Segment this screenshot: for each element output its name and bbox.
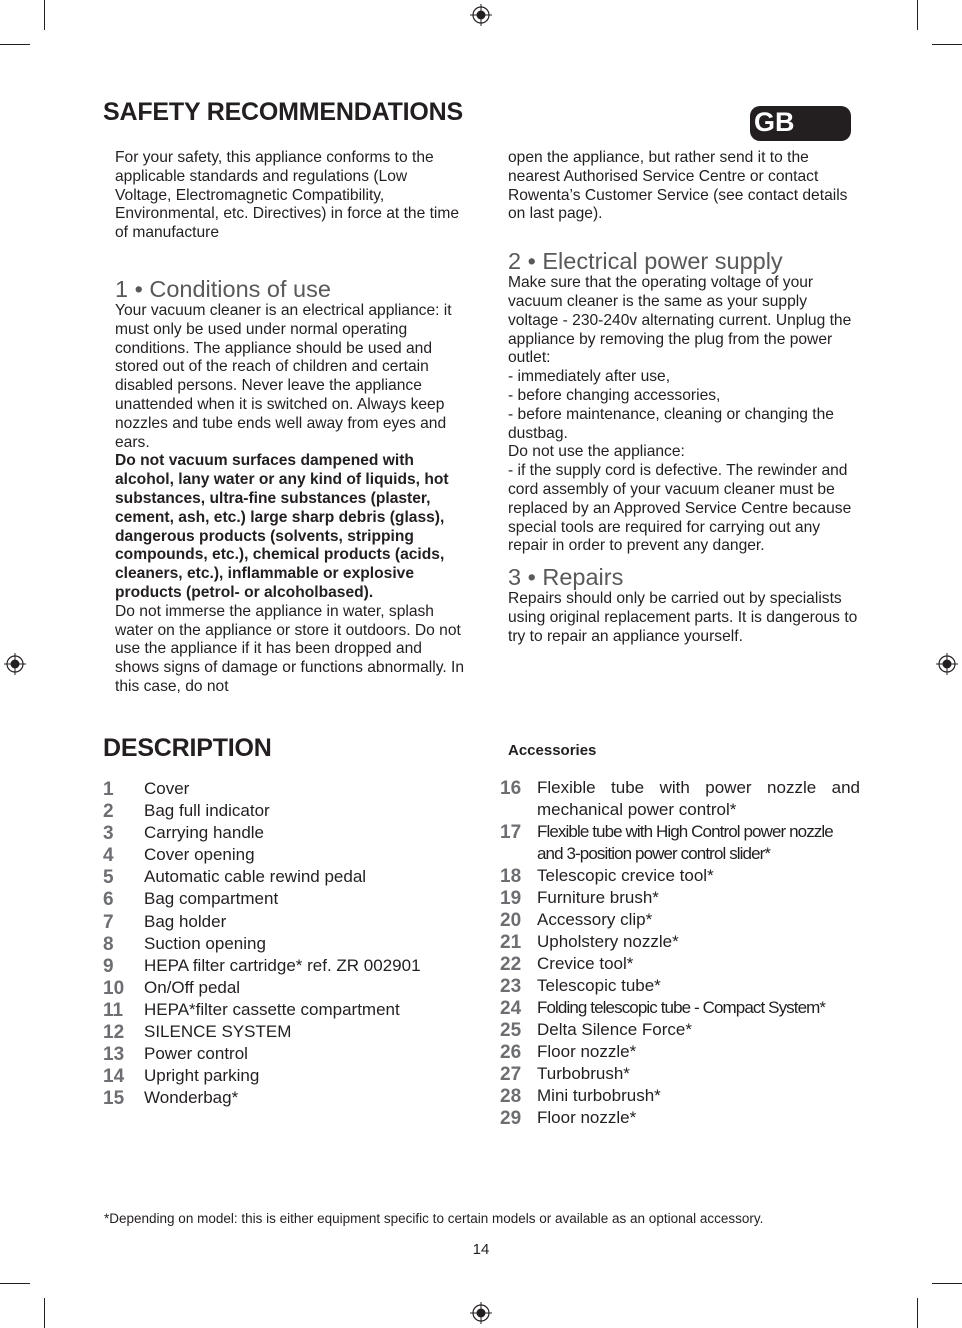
item-number: 24 (500, 998, 522, 1019)
item-number: 11 (103, 999, 124, 1021)
registration-mark-icon (4, 653, 26, 675)
item-label: Flexible tube with power nozzle and mechanical power control* (537, 778, 860, 819)
list-item (500, 777, 860, 821)
list-item (103, 866, 463, 888)
list-item (103, 1043, 463, 1065)
item-number: 2 (103, 801, 114, 823)
list-item (500, 887, 860, 909)
description-title: DESCRIPTION (103, 734, 272, 762)
power-heading: 2 • Electrical power supply (508, 248, 783, 275)
item-number: 1 (103, 779, 114, 800)
item-label: Mini turbobrush* (537, 1086, 661, 1105)
item-label: Automatic cable rewind pedal (144, 867, 367, 887)
item-label: Upholstery nozzle* (537, 932, 679, 951)
item-number: 29 (500, 1108, 522, 1129)
footnote: *Depending on model: this is either equipment specific to certain models or available as an optional accessory. (104, 1211, 764, 1226)
item-label: Flexible tube with High Control power nozzle and 3-position power control slider* (537, 822, 833, 863)
crop-mark (0, 1283, 30, 1284)
item-label: Turbobrush* (537, 1064, 630, 1083)
item-label: Floor nozzle* (537, 1108, 637, 1127)
item-label: Bag full indicator (144, 801, 270, 821)
list-item (500, 1041, 860, 1063)
item-number: 14 (103, 1066, 125, 1088)
list-item (103, 955, 463, 977)
list-item (500, 931, 860, 953)
item-label: Cover (144, 779, 190, 798)
list-item (103, 999, 463, 1021)
item-number: 23 (500, 976, 522, 997)
list-item (103, 822, 463, 844)
list-item (500, 1085, 860, 1107)
registration-mark-icon (936, 653, 958, 675)
language-badge-label: GB (754, 107, 795, 137)
item-label: Suction opening (144, 933, 266, 953)
item-label: Bag compartment (144, 889, 279, 909)
crop-mark (44, 1298, 45, 1328)
conditions-heading: 1 • Conditions of use (115, 275, 331, 302)
list-item (103, 1087, 463, 1109)
item-label: On/Off pedal (144, 977, 241, 997)
item-number: 19 (500, 888, 522, 909)
item-number: 5 (103, 867, 114, 889)
item-number: 20 (500, 910, 522, 931)
crop-mark (0, 44, 30, 45)
item-number: 10 (103, 977, 125, 999)
item-label: Furniture brush* (537, 888, 659, 907)
repairs-text: Repairs should only be carried out by specialists using original replacement parts. It is dangerous to try to repair an appliance yourself. (508, 590, 858, 645)
list-item (500, 865, 860, 887)
item-label: Wonderbag* (144, 1088, 239, 1108)
item-number: 27 (500, 1064, 522, 1085)
list-item (500, 997, 860, 1019)
item-label: Telescopic crevice tool* (537, 866, 714, 885)
crop-mark (917, 1298, 918, 1328)
list-item (103, 888, 463, 910)
registration-mark-icon (470, 4, 492, 26)
list-item (500, 1107, 860, 1129)
item-label: Crevice tool* (537, 954, 634, 973)
list-item (103, 1021, 463, 1043)
item-label: Delta Silence Force* (537, 1020, 692, 1039)
accessories-list (500, 777, 860, 1129)
safety-left-column (115, 149, 465, 697)
item-label: Carrying handle (144, 823, 265, 843)
item-number: 4 (103, 845, 114, 867)
item-number: 26 (500, 1042, 522, 1063)
item-number: 6 (103, 889, 114, 911)
item-number: 16 (500, 778, 522, 799)
list-item (103, 911, 463, 933)
item-number: 25 (500, 1020, 522, 1041)
power-text: Make sure that the operating voltage of your vacuum cleaner is the same as your supply voltage - 230-240v alternating current. Unplug the appliance by removing the plug from the power outlet: - immediately after use, - before changing accessories, - before maintenance, cleaning or changing the dustbag. Do not use the appliance: - if the supply cord is defective. The rewinder and cord assembly of your vacuum cleaner must be replaced by an Approved Service Centre because special tools are required for carrying out any repair in order to prevent any danger. (508, 274, 852, 555)
repairs-heading: 3 • Repairs (508, 564, 624, 591)
item-number: 9 (103, 955, 114, 977)
item-label: SILENCE SYSTEM (144, 1022, 292, 1042)
list-item (500, 821, 860, 865)
conditions-text: Your vacuum cleaner is an electrical appliance: it must only be used under normal operating conditions. The appliance should be used and stored out of the reach of children and certain disabled persons. Never leave the appliance unattended when it is switched on. Always keep nozzles and tube ends well away from eyes and ears. (115, 301, 452, 451)
item-label: Upright parking (144, 1066, 260, 1086)
crop-mark (917, 0, 918, 30)
item-label: Telescopic tube* (537, 976, 661, 995)
list-item (103, 1065, 463, 1087)
item-number: 15 (103, 1088, 125, 1110)
list-item (103, 933, 463, 955)
language-badge (750, 106, 851, 141)
item-number: 21 (500, 932, 522, 953)
accessories-title: Accessories (508, 742, 597, 759)
item-number: 22 (500, 954, 522, 975)
list-item (103, 800, 463, 822)
safety-intro: For your safety, this appliance conforms to the applicable standards and regulations (Low Voltage, Electromagnetic Compatibility, Environmental, etc. Directives) in force at the time of manufacture (115, 149, 460, 242)
item-number: 18 (500, 866, 522, 887)
conditions-text-continued: Do not immerse the appliance in water, splash water on the appliance or store it outdoors. Do not use the appliance if it has been dropped and shows signs of damage or functions abnormally. In this case, do not (115, 602, 465, 695)
crop-mark (932, 1283, 962, 1284)
safety-right-column (508, 149, 860, 647)
list-item (500, 909, 860, 931)
list-item (103, 778, 463, 800)
page-title: SAFETY RECOMMENDATIONS (103, 98, 463, 126)
crop-mark (44, 0, 45, 30)
list-item (500, 1019, 860, 1041)
item-number: 13 (103, 1044, 125, 1066)
item-label: Cover opening (144, 845, 255, 865)
conditions-continued: open the appliance, but rather send it to the nearest Authorised Service Centre or contact Rowenta’s Customer Service (see contact details on last page). (508, 149, 848, 223)
registration-mark-icon (470, 1302, 492, 1324)
conditions-warning: Do not vacuum surfaces dampened with alcohol, lany water or any kind of liquids, hot substances, ultra-fine substances (plaster, cement, ash, etc.) large sharp debris (glass), dangerous products (solvents, stripping compounds, etc.), chemical products (acids, cleaners, etc.), inflammable or explosive products (petrol- or alcoholbased). (115, 452, 449, 601)
item-label: Accessory clip* (537, 910, 653, 929)
item-label: HEPA*filter cassette compartment (144, 999, 400, 1019)
item-number: 12 (103, 1022, 125, 1044)
item-label: Bag holder (144, 911, 227, 931)
list-item (103, 844, 463, 866)
item-label: Folding telescopic tube - Compact System* (537, 998, 826, 1017)
item-number: 8 (103, 933, 114, 955)
item-number: 3 (103, 823, 114, 845)
item-label: Power control (144, 1044, 248, 1064)
item-label: HEPA filter cartridge* ref. ZR 002901 (144, 955, 421, 975)
page-number: 14 (472, 1241, 490, 1258)
item-number: 7 (103, 911, 114, 933)
item-number: 28 (500, 1086, 522, 1107)
item-number: 17 (500, 822, 522, 843)
list-item (500, 1063, 860, 1085)
list-item (103, 977, 463, 999)
list-item (500, 975, 860, 997)
item-label: Floor nozzle* (537, 1042, 637, 1061)
description-list (103, 778, 463, 1109)
crop-mark (932, 44, 962, 45)
list-item (500, 953, 860, 975)
